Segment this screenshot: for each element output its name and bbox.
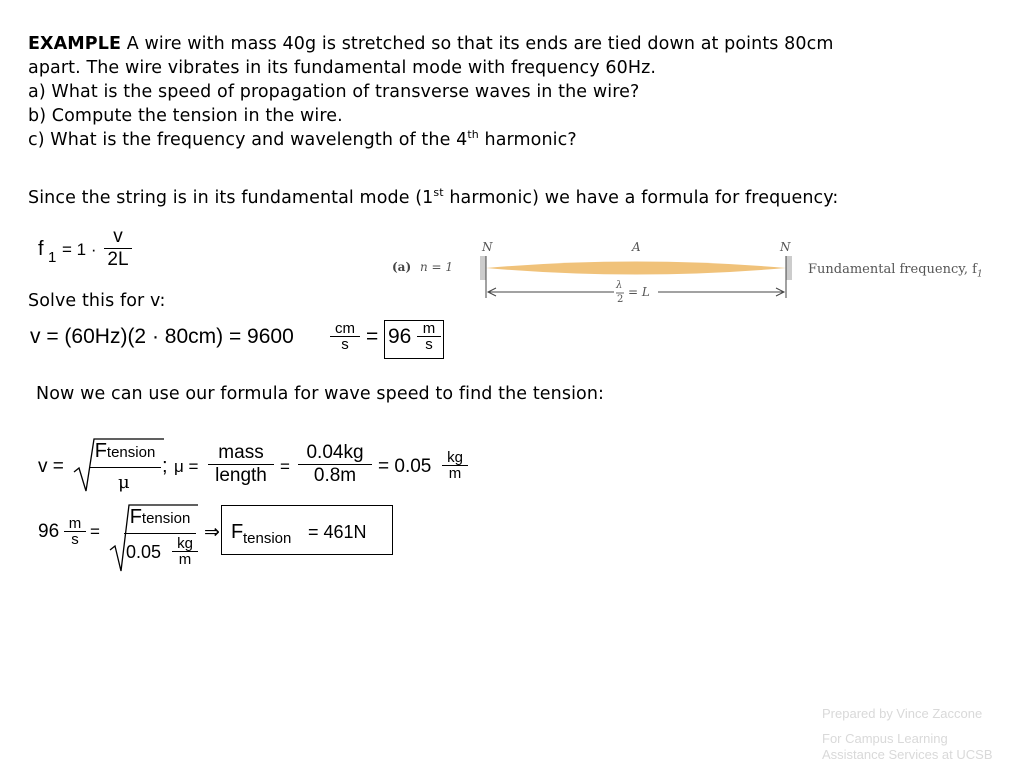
fig-caption-text: Fundamental frequency, f [808,262,977,277]
eq-speed-unit1 [330,321,360,352]
problem-text-1: A wire with mass 40g is stretched so that its ends are tied down at points 80cm [121,34,834,54]
eq-speed-result: 96 [388,325,412,348]
fig-eq-L: = L [628,285,650,299]
implies-arrow: ⇒ [204,522,220,543]
question-c-post: harmonic? [478,130,577,150]
question-a: a) What is the speed of propagation of transverse waves in the wire? [28,82,640,102]
eq-speed-unit2-num: m [417,321,441,337]
question-c-pre: c) What is the frequency and wavelength of the 4 [28,130,468,150]
eq-t2-frac-num [124,506,196,534]
tension-intro: Now we can use our formula for wave speed to find the tension: [36,384,605,404]
fig-wall-right [786,256,792,280]
eq-freq-mid: = 1 · [62,240,97,259]
eq-t1-frac-num [89,440,161,468]
intro-post: harmonic) we have a formula for frequency: [443,188,839,208]
eq-t1-lhs: v = [38,456,64,477]
eq-t2-unit [64,516,86,547]
footer-prepared: Prepared by Vince Zaccone [822,706,983,721]
solve-for-label: Solve this for v: [28,291,166,311]
fig-wall-left [480,256,486,280]
eq-freq-num: v [104,226,132,249]
eq-t2-den-unit-num: kg [172,536,198,552]
eq-t1-m: 0.8m [313,465,357,486]
eq-t1-semi: ; [162,455,168,477]
example-heading: EXAMPLE [28,34,122,54]
eq-t2-den-unit [172,536,198,567]
eq-speed-unit1-num: cm [330,321,360,337]
question-c [28,128,577,152]
eq-freq-lhs: f [38,238,44,260]
eq-speed-result-box [384,320,444,359]
eq-t1-mu-eq: μ = [174,457,199,476]
footer-for-1: For Campus Learning [822,731,948,746]
problem-line-1 [28,32,834,56]
eq-t2-den-unit-den: m [178,551,192,568]
eq-t2-result-box [221,505,393,555]
eq-t2-unit-num: m [64,516,86,532]
eq-t2-F-sub: tension [141,510,191,527]
fig-antinode: A [632,240,641,254]
eq-speed-unit1-den: s [341,336,349,353]
eq-speed-unit2 [417,321,441,352]
eq-t2-F: F [129,506,142,528]
standing-wave-figure [392,236,1002,310]
eq-t1-mass-length [208,442,274,487]
fig-node-left: N [482,240,493,254]
question-b: b) Compute the tension in the wire. [28,106,343,126]
problem-line-2: apart. The wire vibrates in its fundamental mode with frequency 60Hz. [28,58,657,78]
eq-t1-mass: mass [208,442,274,465]
eq-t1-eq2: = [280,457,290,476]
eq-t1-unit-num: kg [442,450,468,466]
eq-freq-fraction [104,226,132,271]
solution-intro [28,186,838,210]
fig-caption-sub: 1 [976,269,983,280]
eq-t1-kg: 0.04kg [298,442,372,465]
eq-t1-F: F [94,440,107,462]
fig-n-label: n = 1 [420,260,454,274]
intro-pre: Since the string is in its fundamental mode (1 [28,188,434,208]
eq-t2-lhs: 96 [38,521,60,542]
eq-t1-eq3: = 0.05 [378,456,432,477]
eq-t1-mu: μ [118,472,130,493]
eq-t2-res-sub: tension [243,530,292,547]
eq-speed-eq: = [366,325,379,348]
eq-t1-F-sub: tension [106,444,156,461]
eq-speed-unit2-den: s [425,336,433,353]
fig-lambda: λ [616,280,623,291]
footer-for-2: Assistance Services at UCSB [822,747,993,762]
eq-t2-eq: = [90,522,100,541]
eq-speed-lhs: v = (60Hz)(2 · 80cm) = 9600 [30,325,294,348]
fig-case-label: (a) [392,260,412,274]
eq-t1-unit-den: m [448,465,462,482]
fig-two: 2 [617,294,624,305]
eq-t1-length: length [215,465,267,486]
intro-sup: st [433,186,444,200]
eq-freq-den: 2L [107,249,129,270]
fig-caption [808,262,983,280]
question-c-sup: th [467,128,479,142]
eq-t2-res-F: F [231,521,244,543]
eq-t2-den-val: 0.05 [126,542,162,562]
fig-string-envelope [486,262,786,275]
eq-t2-unit-den: s [71,531,79,548]
eq-freq-sub: 1 [48,249,57,266]
eq-t1-unit [442,450,468,481]
eq-t2-res-val: = 461N [308,522,367,542]
fig-node-right: N [780,240,791,254]
eq-t1-values [298,442,372,487]
